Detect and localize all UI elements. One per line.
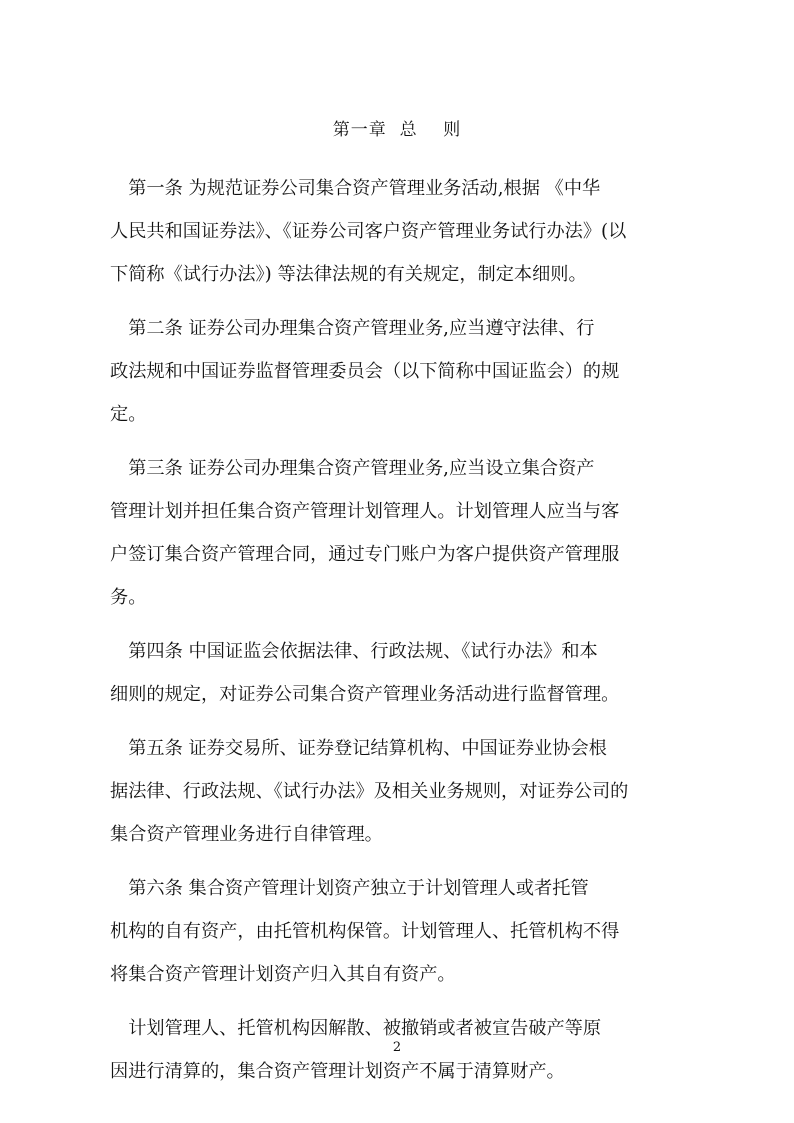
text-line: 计划管理人、托管机构因解散、被撤销或者被宣告破产等原 — [110, 1018, 602, 1039]
text-line: 第四条 中国证监会依据法律、行政法规、《试行办法》和本 — [110, 641, 598, 662]
text-line: 细则的规定，对证券公司集合资产管理业务活动进行监督管理。 — [110, 684, 620, 705]
text-line: 第五条 证券交易所、证券登记结算机构、中国证券业协会根 — [110, 738, 607, 759]
article-2 — [110, 307, 678, 436]
article-3 — [110, 447, 678, 619]
chapter-title: 第一章 总 则 — [332, 120, 462, 140]
article-1 — [110, 167, 678, 296]
text-line: 第二条 证券公司办理集合资产管理业务,应当遵守法律、行 — [110, 318, 595, 339]
text-line: 第三条 证券公司办理集合资产管理业务,应当设立集合资产 — [110, 458, 595, 479]
text-line: 机构的自有资产，由托管机构保管。计划管理人、托管机构不得 — [110, 921, 620, 942]
text-line: 管理计划并担任集合资产管理计划管理人。计划管理人应当与客 — [110, 501, 620, 522]
text-line: 户签订集合资产管理合同，通过专门账户为客户提供资产管理服 — [110, 544, 620, 565]
text-line: 据法律、行政法规、《试行办法》及相关业务规则，对证券公司的 — [110, 781, 629, 802]
text-line: 务。 — [110, 587, 147, 608]
text-line: 人民共和国证券法》、《证券公司客户资产管理业务试行办法》(以 — [110, 221, 627, 242]
text-line: 第六条 集合资产管理计划资产独立于计划管理人或者托管 — [110, 878, 589, 899]
article-body — [110, 167, 678, 1093]
page-number: 2 — [392, 1040, 402, 1055]
text-line: 下简称《试行办法》) 等法律法规的有关规定，制定本细则。 — [110, 264, 587, 285]
text-line: 政法规和中国证券监督管理委员会（以下简称中国证监会）的规 — [110, 361, 620, 382]
article-5 — [110, 727, 678, 856]
article-4 — [110, 630, 678, 716]
text-line: 因进行清算的，集合资产管理计划资产不属于清算财产。 — [110, 1061, 565, 1082]
text-line: 集合资产管理业务进行自律管理。 — [110, 824, 383, 845]
article-6 — [110, 867, 678, 996]
text-line: 第一条 为规范证券公司集合资产管理业务活动,根据 《中华 — [110, 178, 601, 199]
text-line: 将集合资产管理计划资产归入其自有资产。 — [110, 964, 456, 985]
text-line: 定。 — [110, 404, 147, 425]
